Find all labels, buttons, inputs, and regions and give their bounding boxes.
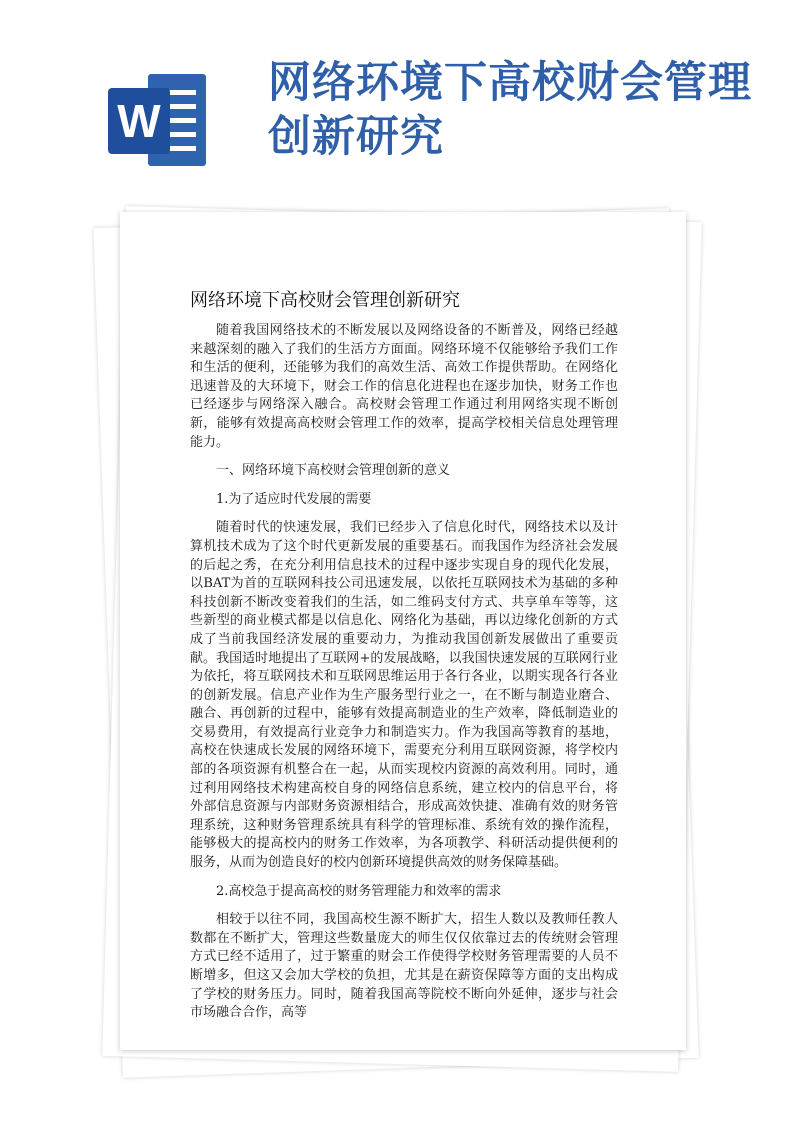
- intro-paragraph: 随着我国网络技术的不断发展以及网络设备的不断普及，网络已经越来越深刻的融入了我们的生活方方面面。网络环境不仅能够给予我们工作和生活的便利，还能够为我们的高效生活、高效工作提供帮助。在网络化迅速普及的大环境下，财会工作的信息化进程也在逐步加快，财务工作也已经逐步与网络深入融合。高校财会管理工作通过利用网络实现不断创新，能够有效提高高校财会管理工作的效率，提高学校相关信息处理管理能力。: [190, 323, 618, 450]
- word-document-icon: [108, 68, 208, 172]
- document-title: 网络环境下高校财会管理创新研究: [190, 290, 460, 311]
- document-page: [120, 212, 686, 1050]
- word-logo-badge: W: [108, 88, 170, 154]
- banner-title: 网络环境下高校财会管理创新研究: [268, 58, 752, 162]
- body-paragraph: 相较于以往不同，我国高校生源不断扩大，招生人数以及教师任教人数都在不断扩大，管理这些数量庞大的师生仅仅依靠过去的传统财会管理方式已经不适用了，过于繁重的财会工作使得学校财务管理需要的人员不断增多，但这又会加大学校的负担，尤其是在薪资保障等方面的支出构成了学校的财务压力。同时，随着我国高等院校不断向外延伸，逐步与社会市场融合合作，高等: [190, 912, 618, 1021]
- subsection-heading: 1.为了适应时代发展的需要: [216, 491, 372, 507]
- subsection-heading: 2.高校急于提高高校的财务管理能力和效率的需求: [216, 883, 502, 899]
- section-heading: 一、网络环境下高校财会管理创新的意义: [216, 463, 451, 479]
- banner: [0, 0, 800, 190]
- document-body: [190, 322, 618, 1023]
- body-paragraph: 随着时代的快速发展，我们已经步入了信息化时代，网络技术以及计算机技术成为了这个时代更新发展的重要基石。而我国作为经济社会发展的后起之秀，在充分利用信息技术的过程中逐步实现自身的现代化发展，以BAT为首的互联网科技公司迅速发展，以依托互联网技术为基础的多种科技创新不断改变着我们的生活，如二维码支付方式、共享单车等等，这些新型的商业模式都是以信息化、网络化为基础，再以边缘化创新的方式成了当前我国经济发展的重要动力，为推动我国创新发展做出了重要贡献。我国适时地提出了互联网+的发展战略，以我国快速发展的互联网行业为依托，将互联网技术和互联网思维运用于各行各业，以期实现各行各业的创新发展。信息产业作为生产服务型行业之一，在不断与制造业磨合、融合、再创新的过程中，能够有效提高制造业的生产效率，降低制造业的交易费用，有效提高行业竞争力和制造实力。作为我国高等教育的基地，高校在快速成长发展的网络环境下，需要充分利用互联网资源，将学校内部的各项资源有机整合在一起，从而实现校内资源的高效利用。同时，通过利用网络技术构建高校自身的网络信息系统，建立校内的信息平台，将外部信息资源与内部财务资源相结合，形成高效快捷、准确有效的财务管理系统，这种财务管理系统具有科学的管理标准、系统有效的操作流程，能够极大的提高校内的财务工作效率，为各项教学、科研活动提供便利的服务，从而为创造良好的校内创新环境提供高效的财务保障基础。: [190, 520, 618, 871]
